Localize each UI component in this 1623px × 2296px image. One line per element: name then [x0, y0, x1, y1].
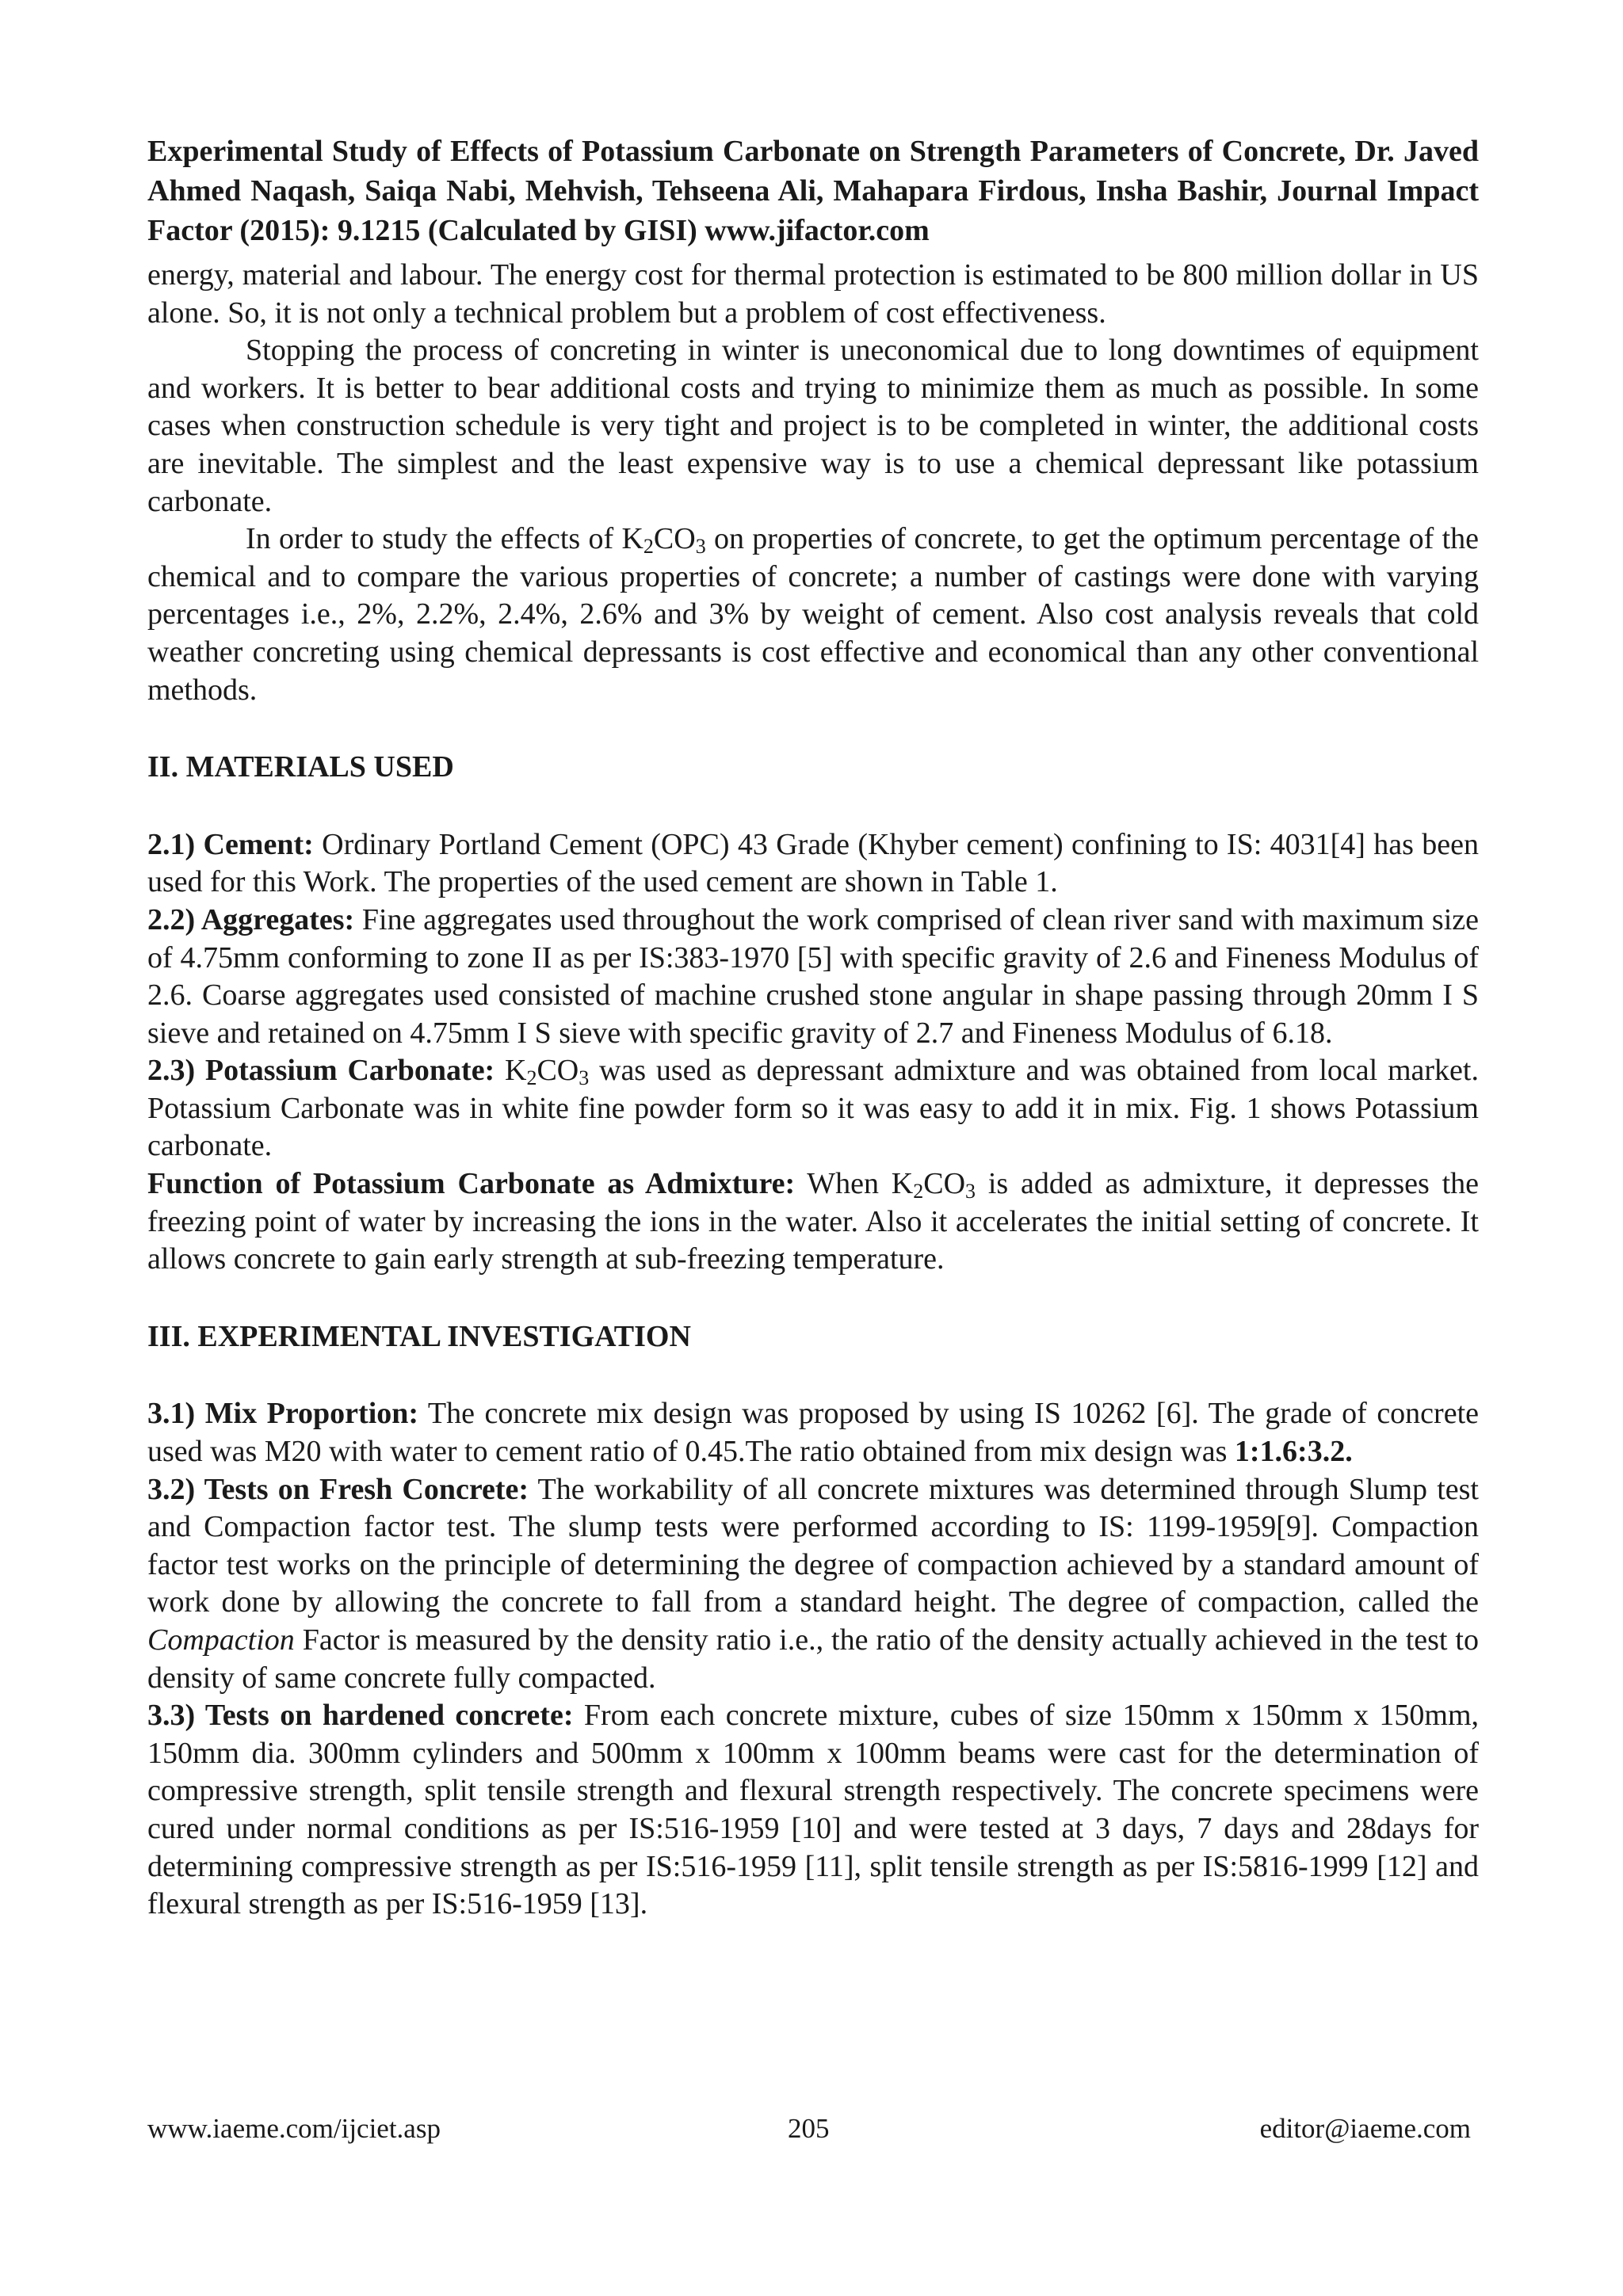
subsection-aggregates: 2.2) Aggregates: Fine aggregates used throughout the work comprised of clean river sand with maximum size of 4.75mm conforming to zone II as per IS:383-1970 [5] with specific gravity of 2.6 and Fineness Modulus of 2.6. Coarse aggregates used consisted of machine crushed stone angular in shape passing through 20mm I S sieve and retained on 4.75mm I S sieve with specific gravity of 2.7 and Fineness Modulus of 6.18.	[147, 902, 1480, 1050]
intro-paragraph-1: energy, material and labour. The energy cost for thermal protection is estimated to be 800 million dollar in US alone. So, it is not only a technical problem but a problem of cost effectiveness.	[147, 258, 1479, 330]
subsection-hardened-concrete: 3.3) Tests on hardened concrete: From each concrete mixture, cubes of size 150mm x 150mm x 150mm, 150mm dia. 300mm cylinders and 500mm x 100mm x 100mm beams were cast for the determination of compressive strength, split tensile strength and flexural strength respectively. The concrete specimens were cured under normal conditions as per IS:516-1959 [10] and were tested at 3 days, 7 days and 28days for determining compressive strength as per IS:516-1959 [11], split tensile strength as per IS:5816-1999 [12] and flexural strength as per IS:516-1959 [13].	[147, 1699, 1479, 1921]
footer-email-link[interactable]: editor@iaeme.com	[1259, 2113, 1471, 2144]
section-heading-materials: II. MATERIALS USED	[147, 750, 454, 784]
page-content	[147, 132, 1479, 1924]
running-header: Experimental Study of Effects of Potassium Carbonate on Strength Parameters of Concrete, Dr. Javed Ahmed Naqash, Saiqa Nabi, Mehvish, Tehseena Ali, Mahapara Firdous, Insha Bashir, Journal Impact Factor (2015): 9.1215 (Calculated by GISI) www.jifactor.com	[147, 135, 1479, 247]
footer-website-link[interactable]: www.iaeme.com/ijciet.asp	[147, 2113, 441, 2144]
intro-paragraph-2: Stopping the process of concreting in winter is uneconomical due to long downtimes of equipment and workers. It is better to bear additional costs and trying to minimize them as much as possible. In some cases when construction schedule is very tight and project is to be completed in winter, the additional costs are inevitable. The simplest and the least expensive way is to use a chemical depressant like potassium carbonate.	[147, 334, 1479, 518]
subsection-potassium-carbonate: 2.3) Potassium Carbonate: $K_2CO_3$ was used as depressant admixture and was obtained from local market. Potassium Carbonate was in white fine powder form so it was easy to add it in mix. Fig. 1 shows Potassium carbonate.	[147, 1054, 1479, 1163]
page-footer	[147, 2109, 1471, 2149]
subsection-mix-proportion: 3.1) Mix Proportion: The concrete mix design was proposed by using IS 10262 [6]. The grade of concrete used was M20 with water to cement ratio of 0.45.The ratio obtained from mix design was 1:1.6:3.2.	[147, 1397, 1479, 1469]
intro-paragraph-3: In order to study the effects of $K_2CO_3$ on properties of concrete, to get the optimum percentage of the chemical and to compare the various properties of concrete; a number of castings were done with varying percentages i.e., 2%, 2.2%, 2.4%, 2.6% and 3% by weight of cement. Also cost analysis reveals that cold weather concreting using chemical depressants is cost effective and economical than any other conventional methods.	[147, 522, 1479, 707]
admixture-function-paragraph: Function of Potassium Carbonate as Admixture: When $K_2CO_3$ is added as admixture, it depresses the freezing point of water by increasing the ions in the water. Also it accelerates the initial setting of concrete. It allows concrete to gain early strength at sub-freezing temperature.	[147, 1167, 1480, 1276]
section-heading-experimental: III. EXPERIMENTAL INVESTIGATION	[147, 1319, 691, 1353]
subsection-fresh-concrete: 3.2) Tests on Fresh Concrete: The workability of all concrete mixtures was determined through Slump test and Compaction factor test. The slump tests were performed according to IS: 1199-1959[9]. Compaction factor test works on the principle of determining the degree of compaction achieved by a standard amount of work done by allowing the concrete to fall from a standard height. The degree of compaction, called the Compaction Factor is measured by the density ratio i.e., the ratio of the density actually achieved in the test to density of same concrete fully compacted.	[147, 1472, 1479, 1695]
document-body	[147, 257, 1479, 1924]
page-number: 205	[788, 2113, 830, 2144]
subsection-cement: 2.1) Cement: Ordinary Portland Cement (OPC) 43 Grade (Khyber cement) confining to IS: 4031[4] has been used for this Work. The properties of the used cement are shown in Table 1.	[147, 827, 1479, 899]
